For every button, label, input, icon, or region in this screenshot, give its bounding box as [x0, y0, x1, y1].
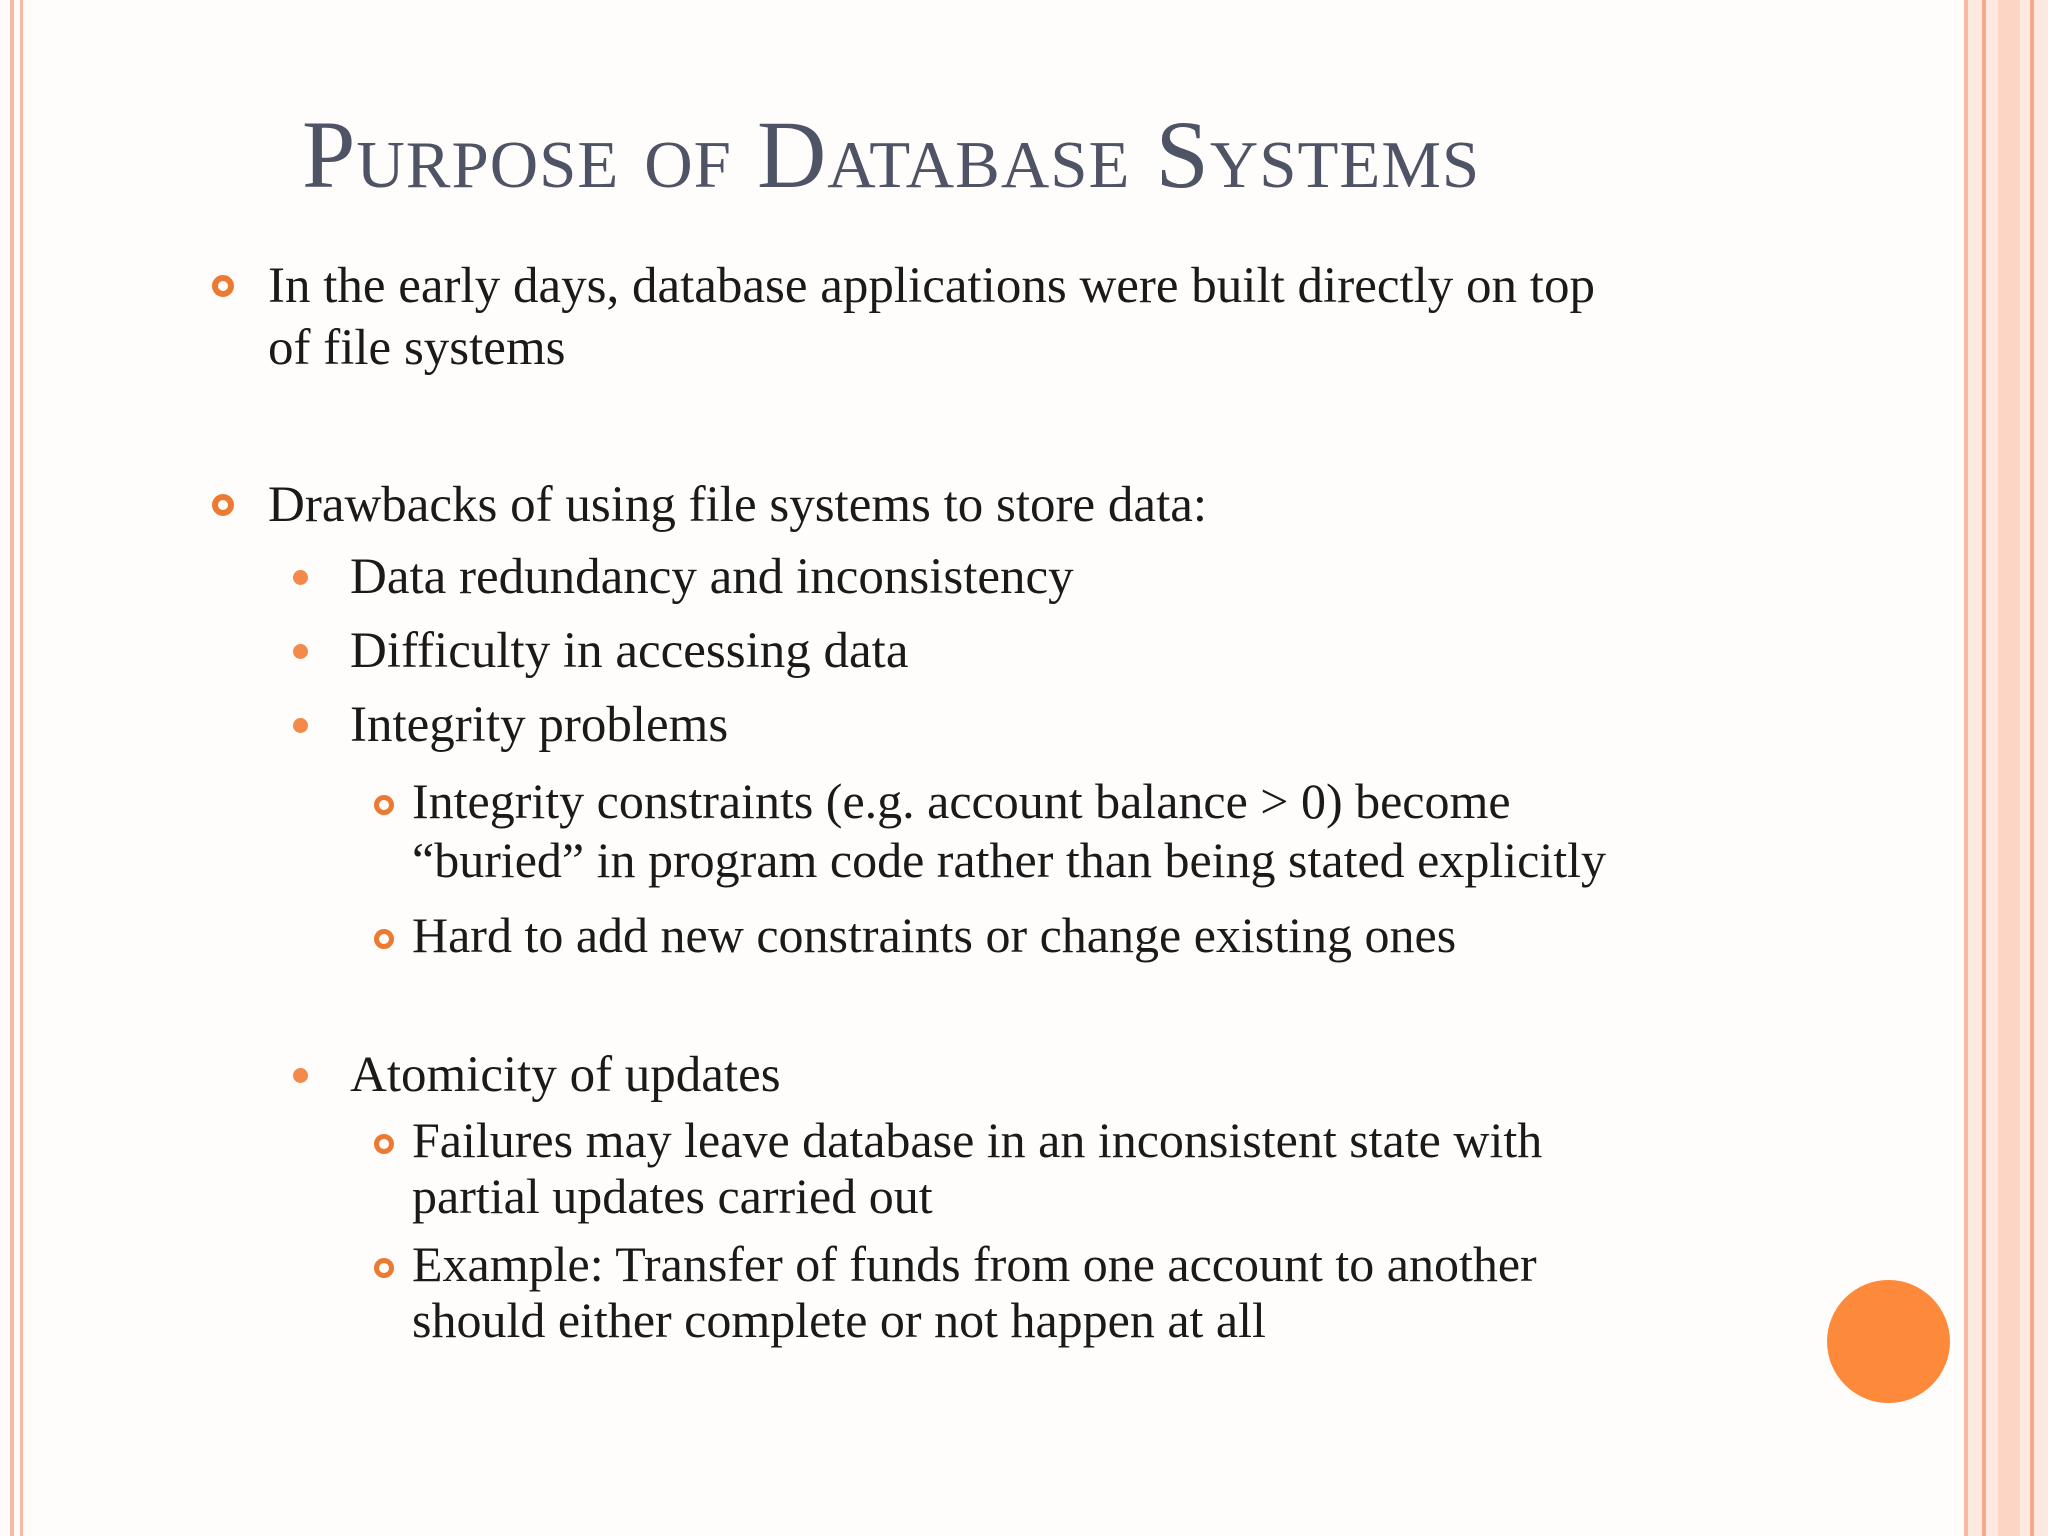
sub-sub-bullet-text: Integrity constraints (e.g. account balance > 0) become — [412, 773, 1511, 829]
small-ring-bullet-icon — [374, 795, 394, 815]
bullet-text: of file systems — [268, 320, 566, 376]
slide-title: Purpose of Database Systems — [302, 101, 1481, 208]
ring-bullet-icon — [212, 494, 234, 516]
small-ring-bullet-icon — [374, 1258, 394, 1278]
sub-sub-bullet-text: partial updates carried out — [412, 1168, 933, 1224]
left-border-decoration — [0, 0, 34, 1536]
sub-bullet-text: Difficulty in accessing data — [350, 623, 909, 679]
small-ring-bullet-icon — [374, 1134, 394, 1154]
bullet-text: In the early days, database applications were built directly on top — [268, 258, 1595, 314]
small-ring-bullet-icon — [374, 929, 394, 949]
sub-sub-bullet-text: Example: Transfer of funds from one account to another — [412, 1236, 1537, 1292]
sub-sub-bullet-text: Failures may leave database in an inconsistent state with — [412, 1112, 1543, 1168]
sub-bullet-text: Data redundancy and inconsistency — [350, 549, 1074, 605]
orange-circle-decoration — [1827, 1280, 1950, 1403]
bullet-text: Drawbacks of using file systems to store data: — [268, 477, 1208, 533]
dot-bullet-icon — [293, 1068, 308, 1083]
right-border-decoration — [1964, 0, 2048, 1536]
sub-sub-bullet-text: should either complete or not happen at all — [412, 1292, 1266, 1348]
dot-bullet-icon — [293, 644, 308, 659]
ring-bullet-icon — [212, 275, 234, 297]
sub-bullet-text: Integrity problems — [350, 697, 729, 753]
sub-sub-bullet-text: “buried” in program code rather than being stated explicitly — [412, 832, 1606, 888]
dot-bullet-icon — [293, 570, 308, 585]
dot-bullet-icon — [293, 718, 308, 733]
sub-sub-bullet-text: Hard to add new constraints or change existing ones — [412, 907, 1457, 963]
sub-bullet-text: Atomicity of updates — [350, 1047, 781, 1103]
